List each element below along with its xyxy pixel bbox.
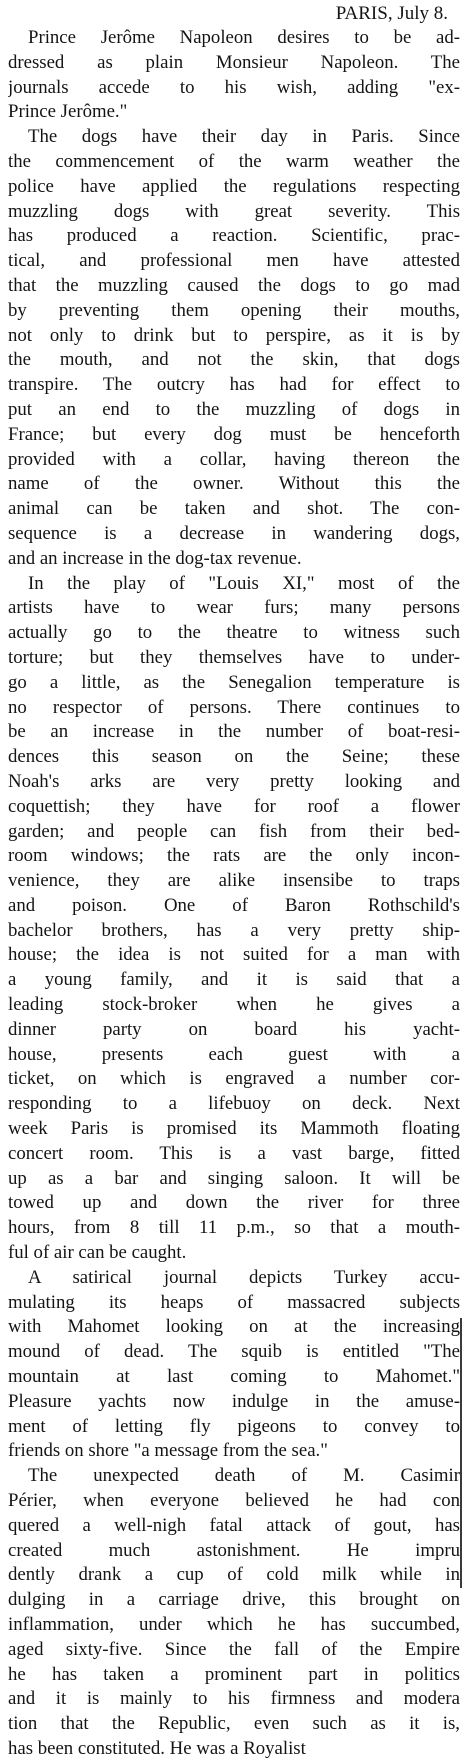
text-line: actually go to the theatre to witness such [8,622,460,644]
text-line: mound of dead. The squib is entitled "The [8,1341,460,1363]
column-rule [460,1318,462,1588]
text-line: hours, from 8 till 11 p.m., so that a mouth- [8,1217,460,1239]
text-line: name of the owner. Without this the [8,473,460,495]
text-line: and poison. One of Baron Rothschild's [8,894,460,916]
text-line: The dogs have their day in Paris. Since [28,126,460,148]
text-line: Pleasure yachts now indulge in the amuse- [8,1390,460,1412]
text-line: ful of air can be caught. [8,1242,187,1264]
text-line: mountain at last coming to Mahomet." [8,1366,460,1388]
text-line: dences this season on the Seine; these [8,746,460,768]
text-line: responding to a lifebuoy on deck. Next [8,1093,460,1115]
text-line: be an increase in the number of boat-resi- [8,721,460,743]
text-line: no respector of persons. There continues to [8,696,460,718]
text-line: has been constituted. He was a Royalist [8,1737,306,1759]
text-line: police have applied the regulations respecting [8,175,460,197]
text-line: tion that the Republic, even such as it is, [8,1713,460,1735]
newspaper-column [8,0,460,1762]
text-line: dulging in a carriage drive, this brought on [8,1589,460,1611]
text-line: room windows; the rats are the only incon- [8,845,460,867]
text-line: has produced a reaction. Scientific, prac- [8,225,460,247]
text-line: house, presents each guest with a [8,1043,460,1065]
text-line: Prince Jerôme." [8,101,128,123]
text-line: animal can be taken and shot. The con- [8,498,460,520]
text-line: leading stock-broker when he gives a [8,994,460,1016]
text-line: provided with a collar, having thereon the [8,448,460,470]
text-line: The unexpected death of M. Casimir [28,1465,460,1487]
paragraph [8,26,460,125]
text-line: with Mahomet looking on at the increasing [8,1316,460,1338]
paragraph [8,1464,460,1762]
text-line: up as a bar and singing saloon. It will be [8,1167,460,1189]
paragraph [8,572,460,1266]
text-line: a young family, and it is said that a [8,969,460,991]
text-line: venience, they are alike insensibe to traps [8,870,460,892]
text-line: the mouth, and not the skin, that dogs [8,349,460,371]
text-line: Périer, when everyone believed he had con [8,1490,460,1512]
text-line: transpire. The outcry has had for effect to [8,374,460,396]
text-line: artists have to wear furs; many persons [8,597,460,619]
text-line: muzzling dogs with great severity. This [8,200,460,222]
text-line: and an increase in the dog-tax revenue. [8,547,302,569]
text-line: dressed as plain Monsieur Napoleon. The [8,51,460,73]
text-line: inflammation, under which he has succumbed, [8,1614,460,1635]
text-line: Prince Jerôme Napoleon desires to be ad- [28,27,460,48]
text-line: France; but every dog must be henceforth [8,423,460,445]
text-line: mulating its heaps of massacred subjects [8,1291,460,1313]
text-line: the commencement of the warm weather the [8,150,460,172]
text-line: house; the idea is not suited for a man with [8,944,460,966]
text-line: ticket, on which is engraved a number cor- [8,1068,460,1090]
text-line: created much astonishment. He impru [8,1539,460,1561]
text-line: towed up and down the river for three [8,1192,460,1214]
paragraph [8,1266,460,1464]
text-line: dinner party on board his yacht- [8,1018,460,1040]
text-line: Noah's arks are very pretty looking and [8,770,460,792]
text-line: garden; and people can fish from their bed- [8,820,460,842]
text-line: not only to drink but to perspire, as it is by [8,324,460,346]
text-line: go a little, as the Senegalion temperature is [8,671,460,693]
text-line: that the muzzling caused the dogs to go mad [8,274,460,296]
text-line: friends on shore "a message from the sea." [8,1440,328,1462]
text-line: ment of letting fly pigeons to convey to [8,1415,460,1437]
dateline: PARIS, July 8. [335,3,448,24]
text-line: quered a well-nigh fatal attack of gout, has [8,1514,460,1536]
text-line: put an end to the muzzling of dogs in [8,398,460,420]
text-line: journals accede to his wish, adding "ex- [8,76,460,98]
text-line: concert room. This is a vast barge, fitted [8,1142,460,1164]
text-line: coquettish; they have for roof a flower [8,795,460,817]
text-line: aged sixty-five. Since the fall of the Empire [8,1638,460,1660]
text-line: by preventing them opening their mouths, [8,299,460,321]
text-line: sequence is a decrease in wandering dogs, [8,522,460,544]
text-line: torture; but they themselves have to under- [8,646,460,668]
text-line: week Paris is promised its Mammoth floating [8,1118,460,1140]
text-line: bachelor brothers, has a very pretty ship- [8,919,460,941]
text-line: tical, and professional men have attested [8,250,460,272]
text-line: he has taken a prominent part in politics [8,1663,460,1685]
text-line: A satirical journal depicts Turkey accu- [28,1266,460,1288]
article-body [8,26,460,1762]
text-line: and it is mainly to his firmness and modera [8,1688,460,1710]
text-line: In the play of "Louis XI," most of the [28,572,460,594]
text-line: dently drank a cup of cold milk while in [8,1564,460,1586]
paragraph [8,125,460,571]
